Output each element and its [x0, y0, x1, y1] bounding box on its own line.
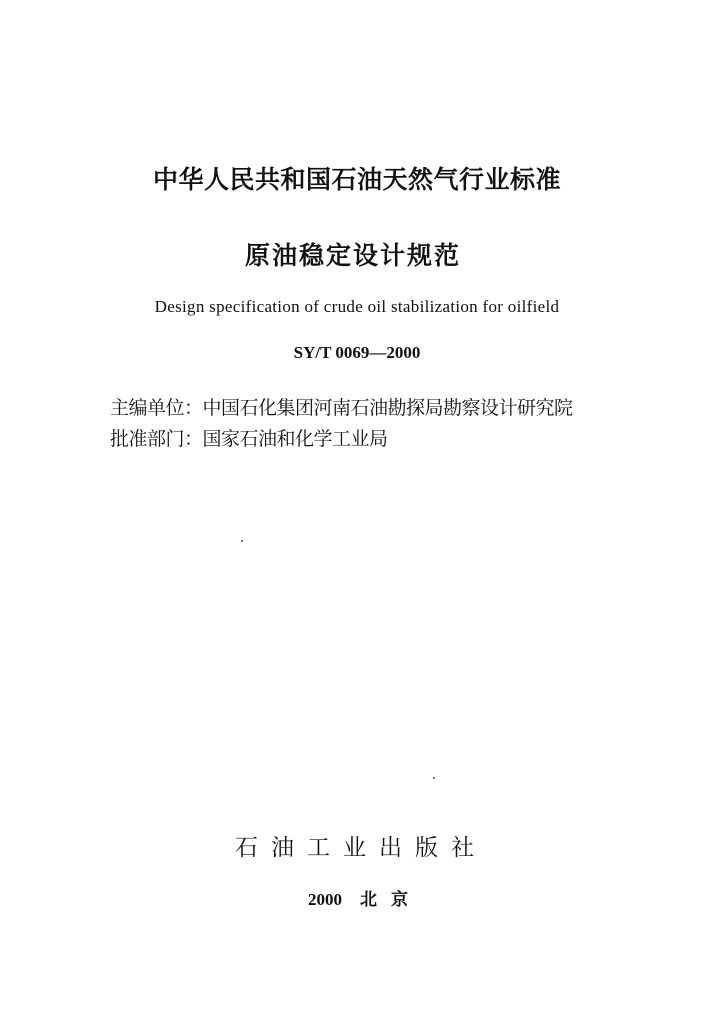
approver-label: 批准部门：	[110, 428, 203, 450]
chief-editor-value: 中国石化集团河南石油勘探局勘察设计研究院	[202, 397, 573, 419]
publication-year: 2000	[308, 890, 342, 909]
standard-code: SY/T 0069—2000	[293, 343, 421, 362]
standard-title: 中华人民共和国石油天然气行业标准	[152, 165, 561, 194]
scan-speck	[241, 540, 243, 542]
approver-value: 国家石油和化学工业局	[202, 428, 388, 450]
english-title: Design specification of crude oil stabilization for oilfield	[154, 297, 560, 316]
approver-line	[110, 424, 388, 451]
chief-editor-label: 主编单位：	[110, 397, 203, 419]
publication-city-char-1: 北	[360, 890, 377, 909]
publication-year-place	[0, 885, 724, 910]
spec-title: 原油稳定设计规范	[244, 241, 461, 270]
publisher-name: 石油工业出版社	[235, 835, 487, 861]
scan-speck	[433, 777, 435, 779]
chief-editor-line	[110, 393, 573, 420]
publication-city-char-2: 京	[391, 890, 408, 909]
